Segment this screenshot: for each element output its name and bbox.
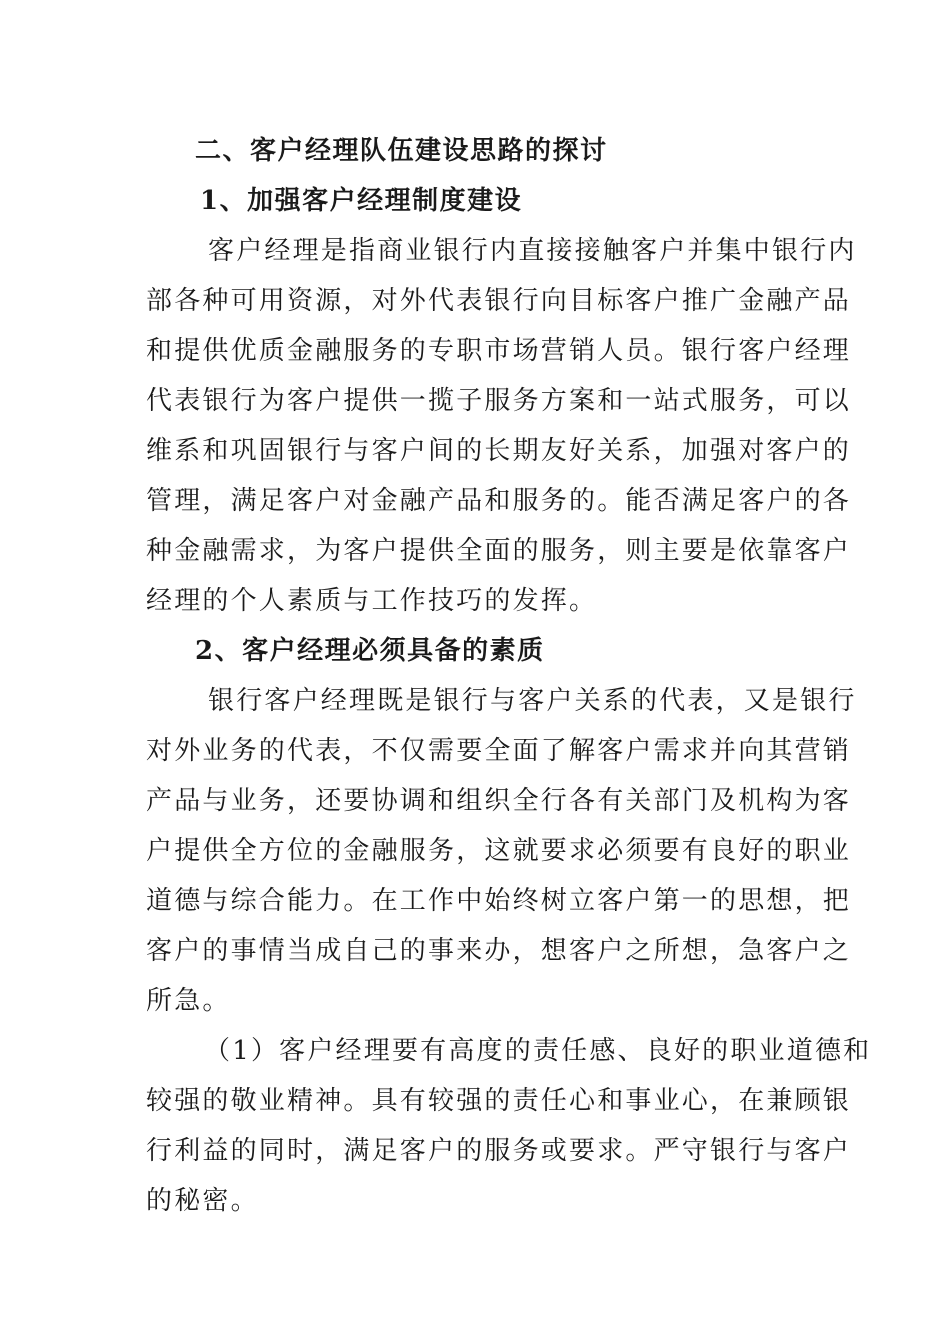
paragraph-line: 产品与业务，还要协调和组织全行各有关部门及机构为客 [146, 786, 852, 816]
paragraph-line: 对外业务的代表，不仅需要全面了解客户需求并向其营销 [146, 736, 852, 766]
paragraph-line: 所急。 [146, 986, 231, 1016]
paragraph-line: 银行客户经理既是银行与客户关系的代表，又是银行 [208, 686, 857, 716]
paragraph-line: 户提供全方位的金融服务，这就要求必须要有良好的职业 [146, 836, 852, 866]
subsection-heading-2: 2、客户经理必须具备的素质 [195, 636, 545, 666]
paragraph-line: 较强的敬业精神。具有较强的责任心和事业心，在兼顾银 [146, 1086, 852, 1116]
paragraph-line: 行利益的同时，满足客户的服务或要求。严守银行与客户 [146, 1136, 852, 1166]
paragraph-line: 维系和巩固银行与客户间的长期友好关系，加强对客户的 [146, 436, 852, 466]
subsection-heading-1: 1、加强客户经理制度建设 [200, 186, 523, 216]
paragraph-line: （1）客户经理要有高度的责任感、良好的职业道德和 [204, 1036, 872, 1066]
paragraph-line: 经理的个人素质与工作技巧的发挥。 [146, 586, 598, 616]
paragraph-line: 客户经理是指商业银行内直接接触客户并集中银行内 [208, 236, 857, 266]
section-heading: 二、客户经理队伍建设思路的探讨 [195, 136, 608, 166]
paragraph-line: 管理，满足客户对金融产品和服务的。能否满足客户的各 [146, 486, 852, 516]
paragraph-line: 道德与综合能力。在工作中始终树立客户第一的思想，把 [146, 886, 852, 916]
paragraph-line: 和提供优质金融服务的专职市场营销人员。银行客户经理 [146, 336, 852, 366]
paragraph-line: 的秘密。 [146, 1186, 259, 1216]
paragraph-line: 客户的事情当成自己的事来办，想客户之所想，急客户之 [146, 936, 852, 966]
paragraph-line: 部各种可用资源，对外代表银行向目标客户推广金融产品 [146, 286, 852, 316]
paragraph-line: 代表银行为客户提供一揽子服务方案和一站式服务，可以 [146, 386, 852, 416]
paragraph-line: 种金融需求，为客户提供全面的服务，则主要是依靠客户 [146, 536, 852, 566]
